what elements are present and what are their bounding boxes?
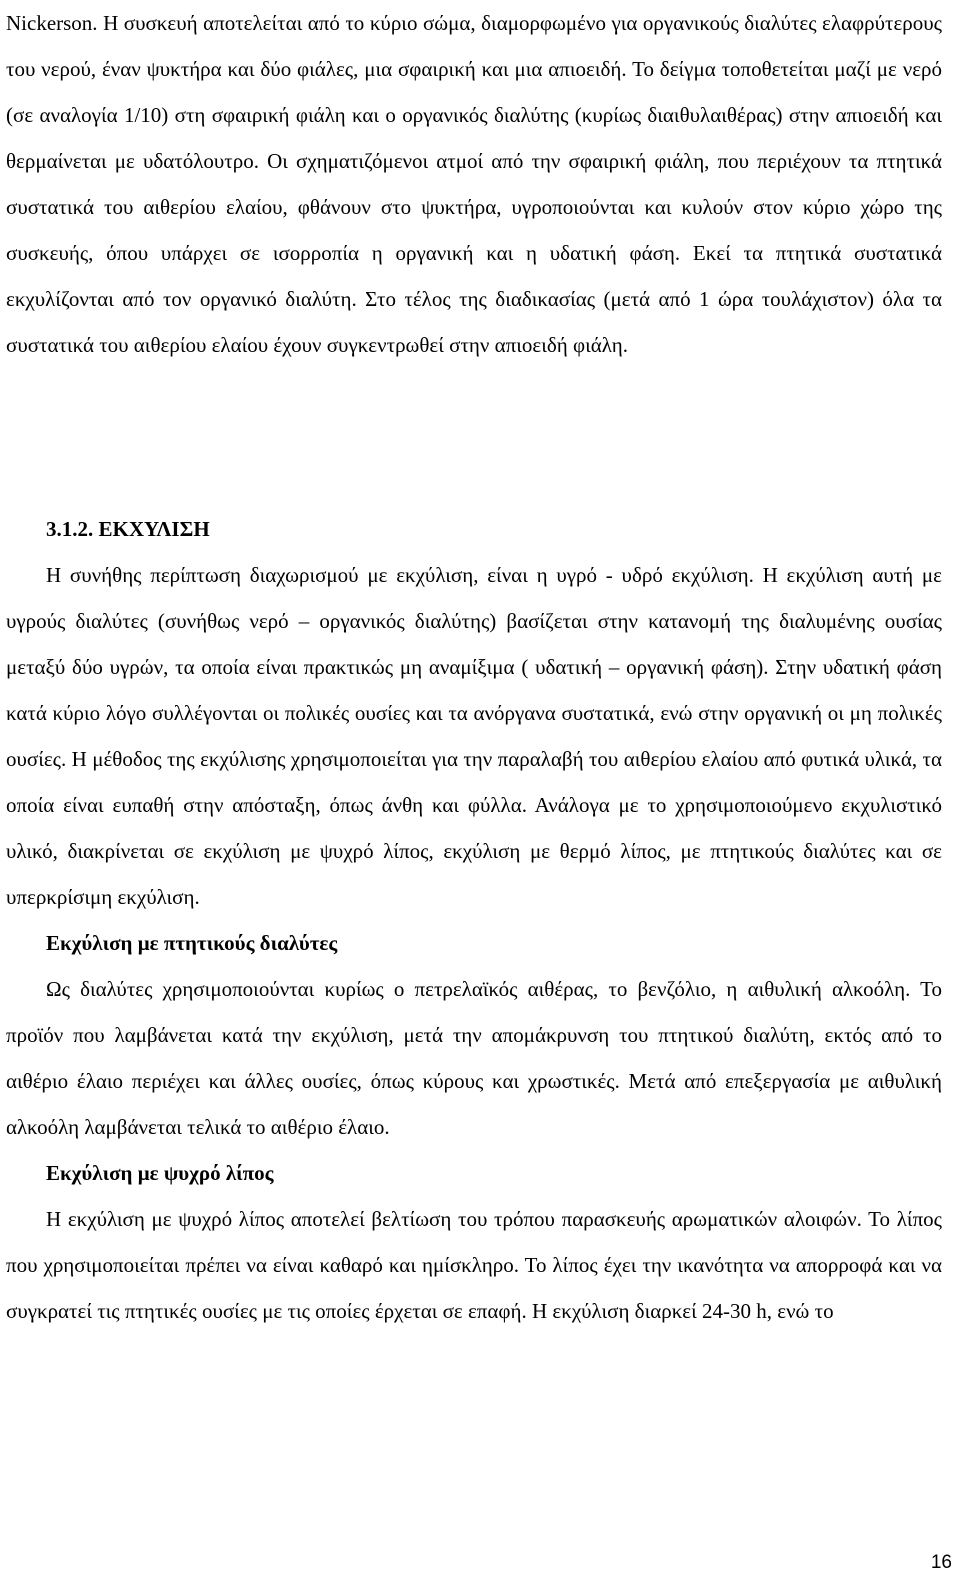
extraction-paragraph: Η συνήθης περίπτωση διαχωρισμού με εκχύλιση, είναι η υγρό - υδρό εκχύλιση. Η εκχύλιση αυτή με υγρούς διαλύτες (συνήθως νερό – οργανικός διαλύτης) βασίζεται στην κατανομή της διαλυμένης ουσίας μεταξύ δύο υγρών, τα οποία είναι πρακτικώς μη αναμίξιμα ( υδατική – οργανική φάση). Στην υδατική φάση κατά κύριο λόγο συλλέγονται οι πολικές ουσίες και τα ανόργανα συστατικά, ενώ στην οργανική οι μη πολικές ουσίες. Η μέθοδος της εκχύλισης χρησιμοποιείται για την παραλαβή του αιθερίου ελαίου από φυτικά υλικά, τα οποία είναι ευπαθή στην απόσταξη, όπως άνθη και φύλλα. Ανάλογα με το χρησιμοποιούμενο εκχυλιστικό υλικό, διακρίνεται σε εκχύλιση με ψυχρό λίπος, εκχύλιση με θερμό λίπος, με πτητικούς διαλύτες και σε υπερκρίσιμη εκχύλιση. (6, 563, 942, 909)
intro-section (6, 0, 942, 368)
volatile-solvents-heading: Εκχύλιση με πτητικούς διαλύτες (46, 931, 338, 955)
cold-fat-heading: Εκχύλιση με ψυχρό λίπος (46, 1161, 274, 1185)
intro-paragraph: Nickerson. Η συσκευή αποτελείται από το κύριο σώμα, διαμορφωμένο για οργανικούς διαλύτες ελαφρύτερους του νερού, έναν ψυκτήρα και δύο φιάλες, μια σφαιρική και μια απιοειδή. Το δείγμα τοποθετείται μαζί με νερό (σε αναλογία 1/10) στη σφαιρική φιάλη και ο οργανικός διαλύτης (κυρίως διαιθυλαιθέρας) στην απιοειδή και θερμαίνεται με υδατόλουτρο. Οι σχηματιζόμενοι ατμοί από την σφαιρική φιάλη, που περιέχουν τα πτητικά συστατικά του αιθερίου ελαίου, φθάνουν στο ψυκτήρα, υγροποιούνται και κυλούν στον κύριο χώρο της συσκευής, όπου υπάρχει σε ισορροπία η οργανική και η υδατική φάση. Εκεί τα πτητικά συστατικά εκχυλίζονται από τον οργανικό διαλύτη. Στο τέλος της διαδικασίας (μετά από 1 ώρα τουλάχιστον) όλα τα συστατικά του αιθερίου ελαίου έχουν συγκεντρωθεί στην απιοειδή φιάλη. (6, 11, 942, 357)
extraction-section (6, 506, 942, 1334)
page-number: 16 (930, 1552, 952, 1573)
volatile-solvents-paragraph: Ως διαλύτες χρησιμοποιούνται κυρίως ο πετρελαϊκός αιθέρας, το βενζόλιο, η αιθυλική αλκοόλη. Το προϊόν που λαμβάνεται κατά την εκχύλιση, μετά την απομάκρυνση του πτητικού διαλύτη, εκτός από το αιθέριο έλαιο περιέχει και άλλες ουσίες, όπως κύρους και χρωστικές. Μετά από επεξεργασία με αιθυλική αλκοόλη λαμβάνεται τελικά το αιθέριο έλαιο. (6, 977, 942, 1139)
section-heading: 3.1.2. ΕΚΧΥΛΙΣΗ (46, 517, 210, 541)
cold-fat-paragraph: Η εκχύλιση με ψυχρό λίπος αποτελεί βελτίωση του τρόπου παρασκευής αρωματικών αλοιφών. Το λίπος που χρησιμοποιείται πρέπει να είναι καθαρό και ημίσκληρο. Το λίπος έχει την ικανότητα να απορροφά και να συγκρατεί τις πτητικές ουσίες με τις οποίες έρχεται σε επαφή. Η εκχύλιση διαρκεί 24-30 h, ενώ το (6, 1207, 942, 1323)
